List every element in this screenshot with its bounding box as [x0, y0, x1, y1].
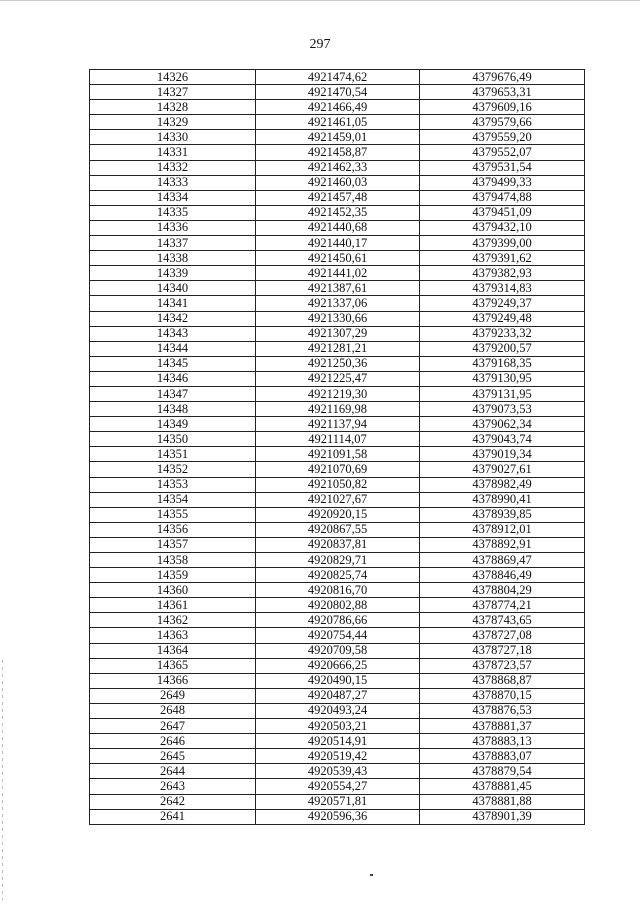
point-number-cell: 14362 — [90, 613, 256, 628]
table-row — [90, 236, 585, 251]
point-number-cell: 14355 — [90, 507, 256, 522]
table-row — [90, 613, 585, 628]
y-coordinate-cell: 4379559,20 — [420, 130, 585, 145]
point-number-cell: 14356 — [90, 522, 256, 537]
x-coordinate-cell: 4921137,94 — [256, 417, 420, 432]
point-number-cell: 14335 — [90, 205, 256, 220]
y-coordinate-cell: 4378804,29 — [420, 583, 585, 598]
point-number-cell: 2647 — [90, 719, 256, 734]
y-coordinate-cell: 4379027,61 — [420, 462, 585, 477]
point-number-cell: 2642 — [90, 794, 256, 809]
y-coordinate-cell: 4378869,47 — [420, 553, 585, 568]
point-number-cell: 14361 — [90, 598, 256, 613]
table-row — [90, 281, 585, 296]
y-coordinate-cell: 4378883,07 — [420, 749, 585, 764]
x-coordinate-cell: 4921281,21 — [256, 341, 420, 356]
point-number-cell: 14330 — [90, 130, 256, 145]
y-coordinate-cell: 4379451,09 — [420, 205, 585, 220]
x-coordinate-cell: 4921027,67 — [256, 492, 420, 507]
table-row — [90, 266, 585, 281]
y-coordinate-cell: 4378892,91 — [420, 537, 585, 552]
x-coordinate-cell: 4920487,27 — [256, 688, 420, 703]
point-number-cell: 14332 — [90, 160, 256, 175]
table-row — [90, 537, 585, 552]
table-row — [90, 794, 585, 809]
y-coordinate-cell: 4378901,39 — [420, 809, 585, 824]
y-coordinate-cell: 4379168,35 — [420, 356, 585, 371]
x-coordinate-cell: 4921461,05 — [256, 115, 420, 130]
table-row — [90, 749, 585, 764]
y-coordinate-cell: 4379249,37 — [420, 296, 585, 311]
x-coordinate-cell: 4921250,36 — [256, 356, 420, 371]
point-number-cell: 14338 — [90, 251, 256, 266]
point-number-cell: 14337 — [90, 236, 256, 251]
x-coordinate-cell: 4921387,61 — [256, 281, 420, 296]
point-number-cell: 14329 — [90, 115, 256, 130]
table-row — [90, 205, 585, 220]
x-coordinate-cell: 4921450,61 — [256, 251, 420, 266]
x-coordinate-cell: 4921462,33 — [256, 160, 420, 175]
table-row — [90, 447, 585, 462]
table-row — [90, 673, 585, 688]
table-row — [90, 356, 585, 371]
y-coordinate-cell: 4379474,88 — [420, 190, 585, 205]
y-coordinate-cell: 4378990,41 — [420, 492, 585, 507]
table-row — [90, 809, 585, 824]
point-number-cell: 14354 — [90, 492, 256, 507]
point-number-cell: 2648 — [90, 703, 256, 718]
point-number-cell: 14347 — [90, 386, 256, 401]
y-coordinate-cell: 4378912,01 — [420, 522, 585, 537]
point-number-cell: 2645 — [90, 749, 256, 764]
x-coordinate-cell: 4921452,35 — [256, 205, 420, 220]
y-coordinate-cell: 4378868,87 — [420, 673, 585, 688]
x-coordinate-cell: 4921457,48 — [256, 190, 420, 205]
x-coordinate-cell: 4921441,02 — [256, 266, 420, 281]
page-top-edge — [0, 0, 640, 1]
y-coordinate-cell: 4379552,07 — [420, 145, 585, 160]
point-number-cell: 14328 — [90, 100, 256, 115]
y-coordinate-cell: 4379653,31 — [420, 85, 585, 100]
point-number-cell: 14366 — [90, 673, 256, 688]
table-row — [90, 175, 585, 190]
scan-margin-marks — [2, 660, 3, 900]
table-row — [90, 432, 585, 447]
y-coordinate-cell: 4378982,49 — [420, 477, 585, 492]
x-coordinate-cell: 4921460,03 — [256, 175, 420, 190]
y-coordinate-cell: 4378881,37 — [420, 719, 585, 734]
y-coordinate-cell: 4378774,21 — [420, 598, 585, 613]
x-coordinate-cell: 4920519,42 — [256, 749, 420, 764]
y-coordinate-cell: 4379019,34 — [420, 447, 585, 462]
y-coordinate-cell: 4379579,66 — [420, 115, 585, 130]
x-coordinate-cell: 4920514,91 — [256, 734, 420, 749]
point-number-cell: 14331 — [90, 145, 256, 160]
x-coordinate-cell: 4920596,36 — [256, 809, 420, 824]
y-coordinate-cell: 4379314,83 — [420, 281, 585, 296]
point-number-cell: 2643 — [90, 779, 256, 794]
x-coordinate-cell: 4921091,58 — [256, 447, 420, 462]
point-number-cell: 14353 — [90, 477, 256, 492]
point-number-cell: 14352 — [90, 462, 256, 477]
table-row — [90, 658, 585, 673]
x-coordinate-cell: 4920490,15 — [256, 673, 420, 688]
table-row — [90, 507, 585, 522]
y-coordinate-cell: 4379131,95 — [420, 386, 585, 401]
point-number-cell: 14350 — [90, 432, 256, 447]
x-coordinate-cell: 4920754,44 — [256, 628, 420, 643]
y-coordinate-cell: 4379531,54 — [420, 160, 585, 175]
x-coordinate-cell: 4920503,21 — [256, 719, 420, 734]
point-number-cell: 14360 — [90, 583, 256, 598]
x-coordinate-cell: 4920666,25 — [256, 658, 420, 673]
table-row — [90, 326, 585, 341]
point-number-cell: 2649 — [90, 688, 256, 703]
table-row — [90, 598, 585, 613]
x-coordinate-cell: 4920867,55 — [256, 522, 420, 537]
point-number-cell: 14336 — [90, 220, 256, 235]
table-row — [90, 522, 585, 537]
x-coordinate-cell: 4920829,71 — [256, 553, 420, 568]
y-coordinate-cell: 4379499,33 — [420, 175, 585, 190]
x-coordinate-cell: 4920802,88 — [256, 598, 420, 613]
x-coordinate-cell: 4920816,70 — [256, 583, 420, 598]
table-row — [90, 553, 585, 568]
table-row — [90, 477, 585, 492]
x-coordinate-cell: 4920571,81 — [256, 794, 420, 809]
x-coordinate-cell: 4921466,49 — [256, 100, 420, 115]
y-coordinate-cell: 4379609,16 — [420, 100, 585, 115]
y-coordinate-cell: 4378881,45 — [420, 779, 585, 794]
x-coordinate-cell: 4920786,66 — [256, 613, 420, 628]
coordinates-table — [89, 69, 585, 825]
x-coordinate-cell: 4921440,68 — [256, 220, 420, 235]
x-coordinate-cell: 4921114,07 — [256, 432, 420, 447]
point-number-cell: 14339 — [90, 266, 256, 281]
point-number-cell: 14364 — [90, 643, 256, 658]
y-coordinate-cell: 4379676,49 — [420, 70, 585, 85]
x-coordinate-cell: 4921459,01 — [256, 130, 420, 145]
point-number-cell: 2641 — [90, 809, 256, 824]
point-number-cell: 14340 — [90, 281, 256, 296]
table-row — [90, 296, 585, 311]
point-number-cell: 2644 — [90, 764, 256, 779]
y-coordinate-cell: 4379233,32 — [420, 326, 585, 341]
y-coordinate-cell: 4378883,13 — [420, 734, 585, 749]
coordinates-table-body — [90, 70, 585, 825]
y-coordinate-cell: 4379382,93 — [420, 266, 585, 281]
y-coordinate-cell: 4379249,48 — [420, 311, 585, 326]
y-coordinate-cell: 4379391,62 — [420, 251, 585, 266]
x-coordinate-cell: 4921070,69 — [256, 462, 420, 477]
x-coordinate-cell: 4921474,62 — [256, 70, 420, 85]
point-number-cell: 14342 — [90, 311, 256, 326]
point-number-cell: 14345 — [90, 356, 256, 371]
y-coordinate-cell: 4379432,10 — [420, 220, 585, 235]
point-number-cell: 14358 — [90, 553, 256, 568]
table-row — [90, 386, 585, 401]
y-coordinate-cell: 4379073,53 — [420, 402, 585, 417]
table-row — [90, 719, 585, 734]
table-row — [90, 402, 585, 417]
point-number-cell: 14348 — [90, 402, 256, 417]
y-coordinate-cell: 4378870,15 — [420, 688, 585, 703]
table-row — [90, 85, 585, 100]
y-coordinate-cell: 4379200,57 — [420, 341, 585, 356]
y-coordinate-cell: 4378727,08 — [420, 628, 585, 643]
y-coordinate-cell: 4378881,88 — [420, 794, 585, 809]
table-row — [90, 417, 585, 432]
table-row — [90, 145, 585, 160]
point-number-cell: 14327 — [90, 85, 256, 100]
x-coordinate-cell: 4920709,58 — [256, 643, 420, 658]
point-number-cell: 14351 — [90, 447, 256, 462]
point-number-cell: 14341 — [90, 296, 256, 311]
table-row — [90, 341, 585, 356]
table-row — [90, 628, 585, 643]
y-coordinate-cell: 4378846,49 — [420, 568, 585, 583]
table-row — [90, 190, 585, 205]
y-coordinate-cell: 4378939,85 — [420, 507, 585, 522]
x-coordinate-cell: 4920920,15 — [256, 507, 420, 522]
point-number-cell: 14365 — [90, 658, 256, 673]
y-coordinate-cell: 4379130,95 — [420, 371, 585, 386]
point-number-cell: 14349 — [90, 417, 256, 432]
table-row — [90, 311, 585, 326]
table-row — [90, 462, 585, 477]
table-row — [90, 764, 585, 779]
table-row — [90, 643, 585, 658]
y-coordinate-cell: 4378879,54 — [420, 764, 585, 779]
point-number-cell: 14344 — [90, 341, 256, 356]
y-coordinate-cell: 4378876,53 — [420, 703, 585, 718]
x-coordinate-cell: 4921337,06 — [256, 296, 420, 311]
y-coordinate-cell: 4378723,57 — [420, 658, 585, 673]
y-coordinate-cell: 4379399,00 — [420, 236, 585, 251]
x-coordinate-cell: 4921169,98 — [256, 402, 420, 417]
table-row — [90, 492, 585, 507]
x-coordinate-cell: 4921307,29 — [256, 326, 420, 341]
y-coordinate-cell: 4379062,34 — [420, 417, 585, 432]
table-row — [90, 703, 585, 718]
point-number-cell: 14333 — [90, 175, 256, 190]
x-coordinate-cell: 4921219,30 — [256, 386, 420, 401]
x-coordinate-cell: 4921470,54 — [256, 85, 420, 100]
x-coordinate-cell: 4921330,66 — [256, 311, 420, 326]
table-row — [90, 688, 585, 703]
x-coordinate-cell: 4921050,82 — [256, 477, 420, 492]
y-coordinate-cell: 4378743,65 — [420, 613, 585, 628]
x-coordinate-cell: 4920554,27 — [256, 779, 420, 794]
point-number-cell: 14346 — [90, 371, 256, 386]
table-row — [90, 130, 585, 145]
x-coordinate-cell: 4921458,87 — [256, 145, 420, 160]
point-number-cell: 14359 — [90, 568, 256, 583]
point-number-cell: 14357 — [90, 537, 256, 552]
point-number-cell: 2646 — [90, 734, 256, 749]
footer-mark — [370, 874, 373, 876]
table-row — [90, 779, 585, 794]
table-row — [90, 115, 585, 130]
table-row — [90, 568, 585, 583]
x-coordinate-cell: 4920493,24 — [256, 703, 420, 718]
page-number: 297 — [309, 37, 331, 52]
table-row — [90, 371, 585, 386]
table-row — [90, 220, 585, 235]
x-coordinate-cell: 4920539,43 — [256, 764, 420, 779]
point-number-cell: 14334 — [90, 190, 256, 205]
x-coordinate-cell: 4921440,17 — [256, 236, 420, 251]
table-row — [90, 734, 585, 749]
table-row — [90, 583, 585, 598]
point-number-cell: 14343 — [90, 326, 256, 341]
y-coordinate-cell: 4378727,18 — [420, 643, 585, 658]
x-coordinate-cell: 4921225,47 — [256, 371, 420, 386]
table-row — [90, 251, 585, 266]
point-number-cell: 14363 — [90, 628, 256, 643]
x-coordinate-cell: 4920825,74 — [256, 568, 420, 583]
point-number-cell: 14326 — [90, 70, 256, 85]
y-coordinate-cell: 4379043,74 — [420, 432, 585, 447]
table-row — [90, 160, 585, 175]
x-coordinate-cell: 4920837,81 — [256, 537, 420, 552]
table-row — [90, 70, 585, 85]
table-row — [90, 100, 585, 115]
